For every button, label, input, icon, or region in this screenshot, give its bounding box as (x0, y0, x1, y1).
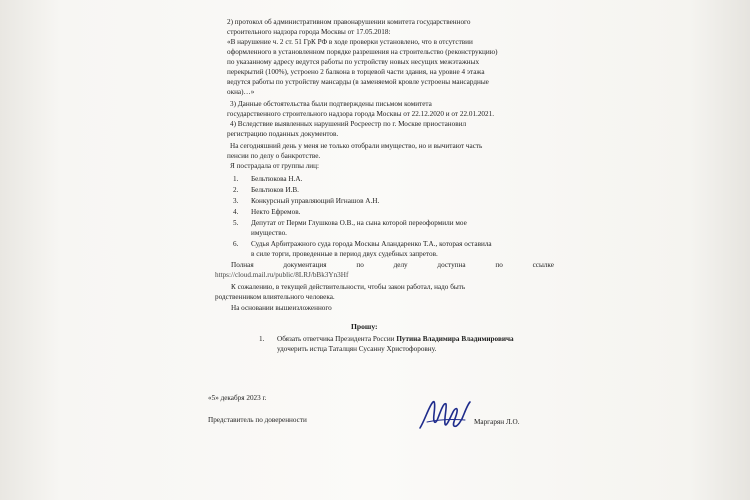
text-line: по указанному адресу ведутся работы по устройству новых несущих межэтажных (227, 58, 480, 66)
text-line: строительного надзора города Москвы от 17.05.2018: (227, 28, 391, 36)
text-line: ведутся работы по устройству мансарды (в заменяемой кровле устроены мансардные (227, 78, 489, 86)
list-item-number: 4. (233, 208, 239, 216)
list-item-number: 2. (233, 186, 239, 194)
text-line: На сегодняшний день у меня не только отобрали имущество, но и вычитают часть (230, 142, 483, 150)
text-line: перекрытий (100%), устроено 2 балкона в торцевой части здания, на уровне 4 этажа (227, 68, 485, 76)
text-line: регистрацию поданных документов. (227, 130, 339, 138)
text-line: 2) протокол об административном правонарушении комитета государственного (227, 18, 471, 26)
text-line: 3) Данные обстоятельства были подтверждены письмом комитета (230, 100, 432, 108)
list-item-continuation: в силе торги, проведенные в период двух судебных запретов. (251, 250, 438, 258)
documentation-link[interactable]: https://cloud.mail.ru/public/8LRJ/bBk3Yn3Hf (215, 271, 349, 279)
handwritten-signature (417, 396, 473, 434)
representative-label: Представитель по доверенности (208, 416, 307, 424)
request-item (277, 335, 514, 344)
document-date: «5» декабря 2023 г. (208, 394, 267, 402)
document-page (185, 0, 575, 500)
list-item: Некто Ефремов. (251, 208, 301, 216)
list-item: Депутат от Перми Глушкова О.В., на сына которой переоформили мое (251, 219, 467, 227)
request-text: Обязать ответчика Президента России (277, 335, 397, 343)
text-line: К сожалению, в текущей действительности, чтобы закон работал, надо быть (231, 283, 466, 291)
list-item: Бельтюков И.В. (251, 186, 299, 194)
text-line: «В нарушение ч. 2 ст. 51 ГрК РФ в ходе проверки установлено, что в отсутствии (227, 38, 473, 46)
request-heading: Прошу: (351, 322, 378, 331)
list-item: Бельтюкова Н.А. (251, 175, 303, 183)
list-item: Конкурсный управляющий Игнашов А.Н. (251, 197, 380, 205)
list-item-number: 6. (233, 240, 239, 248)
signer-name: Маргарян Л.О. (474, 418, 520, 426)
full-documentation-line: Полная документация по делу доступна по ссылке (231, 261, 554, 269)
request-text-bold: Путина Владимира Владимировича (396, 335, 514, 343)
text-line: государственного строительного надзора города Москвы от 22.12.2020 и от 22.01.2021. (227, 110, 495, 118)
text-line: оформленного в установленном порядке разрешения на строительство (реконструкцию) (227, 48, 498, 56)
text-line: окна)…» (227, 88, 255, 96)
list-item: Судья Арбитражного суда города Москвы Аландаренко Т.А., которая оставила (251, 240, 492, 248)
list-item-number: 5. (233, 219, 239, 227)
request-item-continuation: удочерить истца Таталцян Сусанну Христофоровну. (277, 345, 437, 353)
request-number: 1. (259, 335, 265, 343)
list-item-number: 3. (233, 197, 239, 205)
text-line: Я пострадала от группы лиц: (230, 162, 319, 170)
text-line: 4) Вследствие выявленных нарушений Росреестр по г. Москве приостановил (230, 120, 467, 128)
text-line: пенсии по делу о банкротстве. (227, 152, 321, 160)
text-line: На основании вышеизложенного (231, 304, 332, 312)
list-item-continuation: имущество. (251, 229, 287, 237)
list-item-number: 1. (233, 175, 239, 183)
text-line: родственником влиятельного человека. (215, 293, 335, 301)
